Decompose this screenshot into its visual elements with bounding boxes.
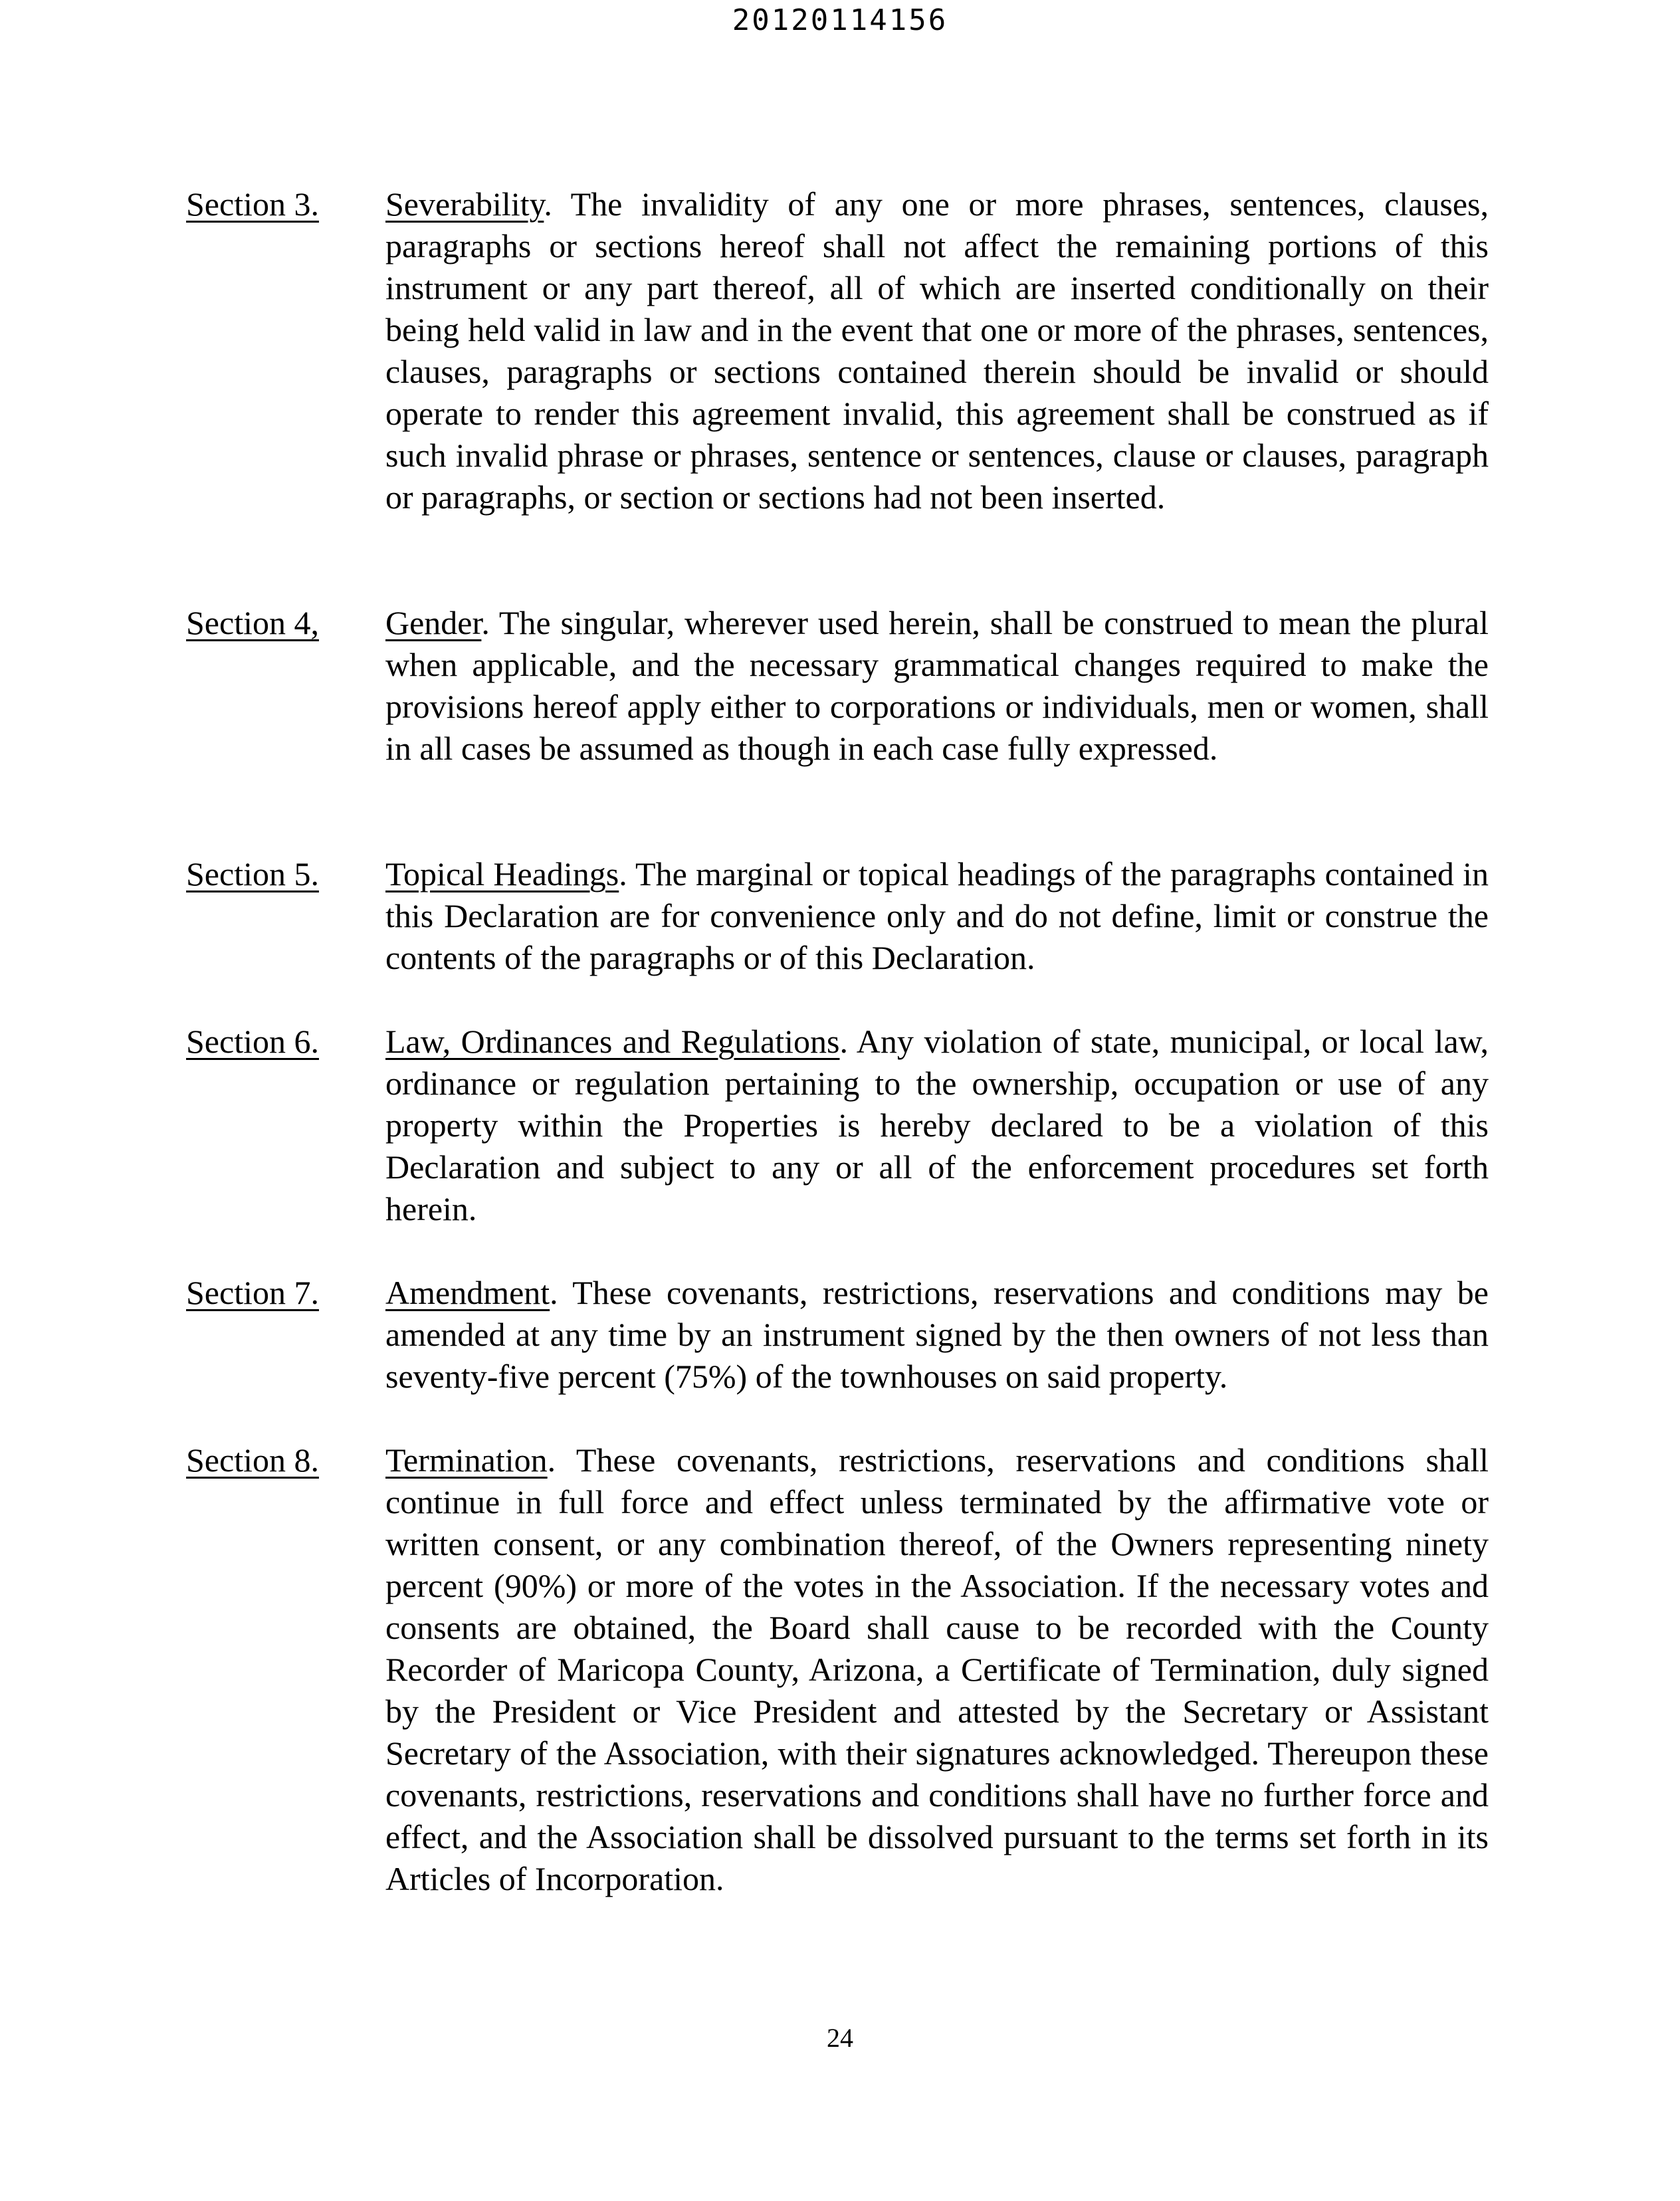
section-body (385, 1272, 1489, 1398)
section-body (385, 1021, 1489, 1230)
section-label: Section 4, (186, 604, 319, 641)
section-label: Section 5. (186, 855, 319, 892)
section-label: Section 8. (186, 1441, 319, 1479)
section-heading: Severability (385, 185, 544, 223)
section-label: Section 3. (186, 185, 319, 223)
section-text: . The invalidity of any one or more phrases, sentences, clauses, paragraphs or sections hereof shall not affect the remaining portions of this instrument or any part thereof, all of which are inserted conditionally on their being held valid in law and in the event that one or more of the phrases, sentences, clauses, paragraphs or sections contained therein should be invalid or should operate to render this agreement invalid, this agreement shall be construed as if such invalid phrase or phrases, sentence or sentences, clause or clauses, paragraph or paragraphs, or section or sections had not been inserted. (385, 185, 1489, 516)
section-heading: Amendment (385, 1274, 550, 1311)
document-number: 20120114156 (732, 3, 948, 37)
section-text: . These covenants, restrictions, reservations and conditions shall continue in full force and effect unless terminated by the affirmative vote or written consent, or any combination thereof, of the Owners representing ninety percent (90%) or more of the votes in the Association. If the necessary votes and consents are obtained, the Board shall cause to be recorded with the County Recorder of Maricopa County, Arizona, a Certificate of Termination, duly signed by the President or Vice President and attested by the Secretary or Assistant Secretary of the Association, with their signatures acknowledged. Thereupon these covenants, restrictions, reservations and conditions shall have no further force and effect, and the Association shall be dissolved pursuant to the terms set forth in its Articles of Incorporation. (385, 1441, 1489, 1897)
section-text: . Any violation of state, municipal, or local law, ordinance or regulation pertaining to the ownership, occupation or use of any property within the Properties is hereby declared to be a violation of this Declaration and subject to any or all of the enforcement procedures set forth herein. (385, 1023, 1489, 1227)
section-heading: Topical Headings (385, 855, 619, 892)
section-heading: Law, Ordinances and Regulations (385, 1023, 840, 1060)
section-body (385, 1439, 1489, 1900)
section-text: . The singular, wherever used herein, shall be construed to mean the plural when applicable, and the necessary grammatical changes required to make the provisions hereof apply either to corporations or individuals, men or women, shall in all cases be assumed as though in each case fully expressed. (385, 604, 1489, 767)
page-number: 24 (827, 2023, 853, 2053)
section-label: Section 6. (186, 1023, 319, 1060)
section-body (385, 602, 1489, 770)
section-text: . The marginal or topical headings of the paragraphs contained in this Declaration are for convenience only and do not define, limit or construe the contents of the paragraphs or of this Declaration. (385, 855, 1489, 976)
section-text: . These covenants, restrictions, reservations and conditions may be amended at any time by an instrument signed by the then owners of not less than seventy-five percent (75%) of the townhouses on said property. (385, 1274, 1489, 1395)
section-body (385, 853, 1489, 979)
section-heading: Gender (385, 604, 482, 641)
section-heading: Termination (385, 1441, 548, 1479)
section-label: Section 7. (186, 1274, 319, 1311)
section-body (385, 183, 1489, 518)
